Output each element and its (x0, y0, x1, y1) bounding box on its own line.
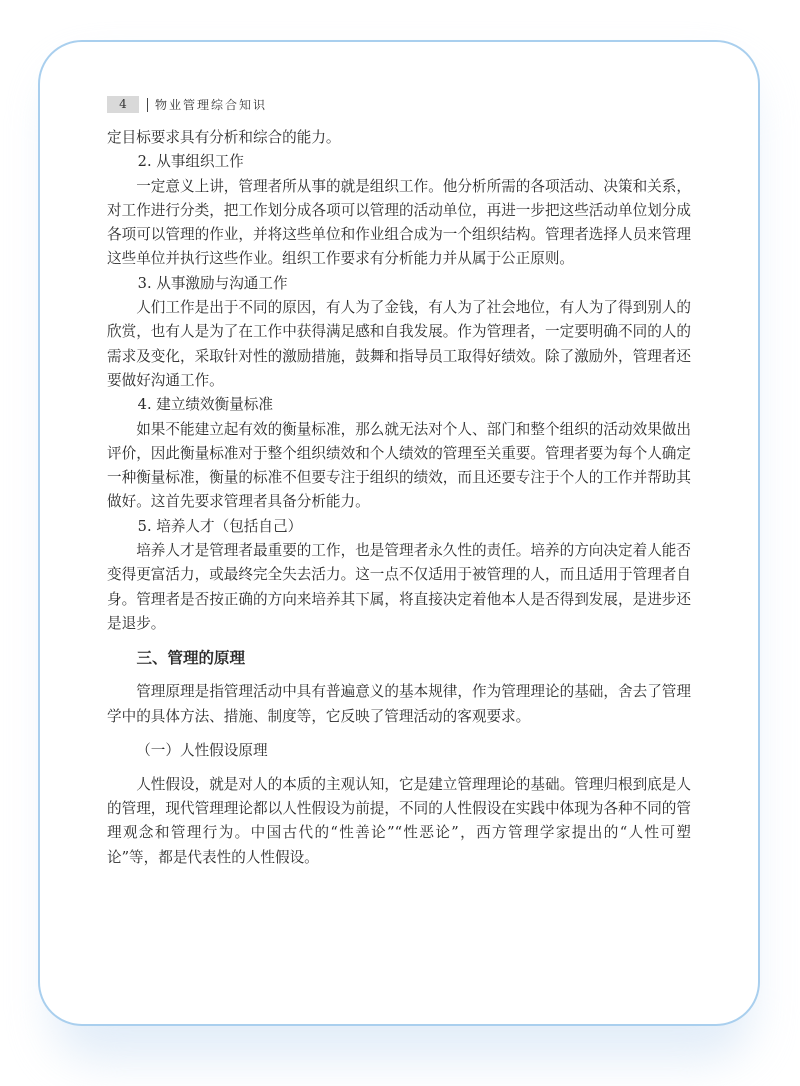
paragraph-continued: 定目标要求具有分析和综合的能力。 (107, 129, 341, 146)
paragraph-human-nature: 人性假设，就是对人的本质的主观认知，它是建立管理理论的基础。管理归根到底是人的管理，现代管理理论都以人性假设为前提，不同的人性假设在实践中体现为各种不同的管理观念和管理行为。中国古代的“性善论”“性恶论”，西方管理学家提出的“人性可塑论”等，都是代表性的人性假设。 (107, 775, 691, 866)
item-heading-5: 5. 培养人才（包括自己） (137, 517, 303, 535)
subsection-heading: （一）人性假设原理 (136, 741, 268, 759)
paragraph-principles: 管理原理是指管理活动中具有普遍意义的基本规律，作为管理理论的基础，舍去了管理学中的具体方法、措施、制度等，它反映了管理活动的客观要求。 (107, 683, 691, 725)
paragraph-motivating: 人们工作是出于不同的原因，有人为了金钱，有人为了社会地位，有人为了得到别人的欣赏，也有人是为了在工作中获得满足感和自我发展。作为管理者，一定要明确不同的人的需求及变化，采取针对性的激励措施，鼓舞和指导员工取得好绩效。除了激励外，管理者还要做好沟通工作。 (107, 299, 691, 389)
section-heading: 三、管理的原理 (136, 648, 245, 668)
item-heading-2: 2. 从事组织工作 (137, 153, 244, 171)
running-header (107, 96, 267, 113)
page-number: 4 (107, 96, 139, 113)
header-divider (147, 98, 148, 112)
paragraph-organizing: 一定意义上讲，管理者所从事的就是组织工作。他分析所需的各项活动、决策和关系，对工作进行分类，把工作划分成各项可以管理的活动单位，再进一步把这些活动单位划分成各项可以管理的作业，并将这些单位和作业组合成为一个组织结构。管理者选择人员来管理这些单位并执行这些作业。组织工作要求有分析能力并从属于公正原则。 (107, 177, 691, 268)
book-title: 物业管理综合知识 (155, 98, 268, 112)
item-heading-3: 3. 从事激励与沟通工作 (137, 274, 288, 292)
item-heading-4: 4. 建立绩效衡量标准 (137, 396, 273, 414)
page-body (107, 126, 691, 870)
paragraph-measurement: 如果不能建立起有效的衡量标准，那么就无法对个人、部门和整个组织的活动效果做出评价，因此衡量标准对于整个组织绩效和个人绩效的管理至关重要。管理者要为每个人确定一种衡量标准，衡量的标准不但要专注于组织的绩效，而且还要专注于个人的工作并帮助其做好。这首先要求管理者具备分析能力。 (107, 420, 691, 511)
paragraph-developing-people: 培养人才是管理者最重要的工作，也是管理者永久性的责任。培养的方向决定着人能否变得更富活力，或最终完全失去活力。这一点不仅适用于被管理的人，而且适用于管理者自身。管理者是否按正确的方向来培养其下属，将直接决定着他本人是否得到发展，是进步还是退步。 (107, 542, 691, 632)
